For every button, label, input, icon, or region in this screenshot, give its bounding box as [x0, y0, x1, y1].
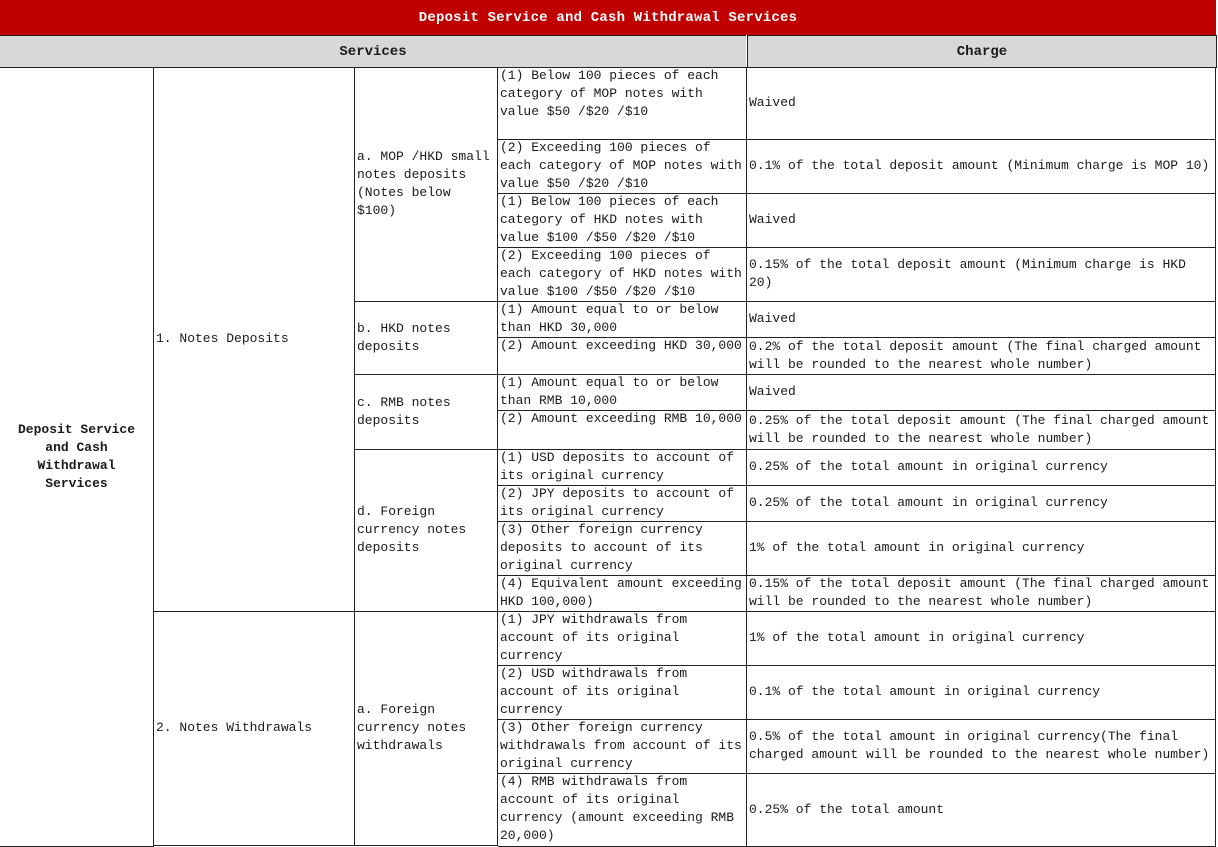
fee-item-label: (3) Other foreign currency deposits to account of its original currency — [500, 522, 703, 573]
fee-charge-cell — [747, 247, 1216, 302]
fee-item-label: (1) Amount equal to or below than RMB 10,000 — [500, 375, 719, 408]
fee-charge-cell — [747, 449, 1216, 486]
group-cell-foreign-currency-deposits — [355, 449, 498, 612]
fee-charge-cell — [747, 139, 1216, 194]
fee-charge-label: 0.5% of the total amount in original currency(The final charged amount will be rounded to the nearest whole number) — [749, 729, 1210, 762]
fee-charge-cell — [747, 485, 1216, 522]
fee-item-label: (2) USD withdrawals from account of its original currency — [500, 666, 688, 717]
fee-item-cell — [498, 665, 747, 720]
fee-item-label: (1) USD deposits to account of its original currency — [500, 450, 735, 483]
fee-charge-label: Waived — [749, 212, 796, 227]
group-label: b. HKD notes deposits — [357, 320, 451, 354]
group-label: d. Foreign currency notes deposits — [357, 504, 467, 555]
section-label: 1. Notes Deposits — [156, 331, 289, 346]
fee-item-cell — [498, 611, 747, 666]
fee-charge-cell — [747, 521, 1216, 576]
fee-charge-label: 0.1% of the total amount in original currency — [749, 684, 1101, 699]
group-cell-rmb-notes — [355, 374, 498, 450]
column-header-services-label: Services — [339, 43, 407, 60]
fee-charge-cell — [747, 410, 1216, 450]
fee-item-label: (2) JPY deposits to account of its original currency — [500, 486, 735, 519]
group-label: c. RMB notes deposits — [357, 394, 451, 428]
fee-charge-cell — [747, 337, 1216, 375]
fee-item-cell — [498, 410, 747, 450]
fee-charge-label: 0.2% of the total deposit amount (The final charged amount will be rounded to the nearest whole number) — [749, 338, 1202, 372]
fee-charge-label: 0.1% of the total deposit amount (Minimum charge is MOP 10) — [749, 158, 1210, 173]
fee-item-cell — [498, 139, 747, 194]
fee-charge-label: 1% of the total amount in original currency — [749, 630, 1085, 645]
fee-item-cell — [498, 773, 747, 847]
table-title-bar — [0, 0, 1216, 35]
fee-charge-cell — [747, 575, 1216, 612]
group-label: a. Foreign currency notes withdrawals — [357, 702, 467, 753]
fee-item-cell — [498, 67, 747, 140]
fee-item-cell — [498, 337, 747, 375]
fee-charge-label: 0.25% of the total deposit amount (The final charged amount will be rounded to the nearest whole number) — [749, 412, 1210, 446]
fee-item-label: (4) Equivalent amount exceeding HKD 100,000) — [500, 576, 742, 609]
fee-charge-cell — [747, 374, 1216, 411]
fee-charge-cell — [747, 665, 1216, 720]
fee-charge-label: 0.15% of the total deposit amount (The final charged amount will be rounded to the nearest whole number) — [749, 576, 1210, 609]
main-category-label: Deposit Service and Cash Withdrawal Services — [17, 421, 136, 491]
fee-charge-label: 0.25% of the total amount in original currency — [749, 495, 1108, 510]
fee-item-cell — [498, 575, 747, 612]
fee-item-label: (4) RMB withdrawals from account of its original currency (amount exceeding RMB 20,000) — [500, 774, 735, 843]
fee-charge-cell — [747, 773, 1216, 847]
fee-charge-cell — [747, 719, 1216, 774]
column-header-services — [0, 35, 746, 68]
fee-item-cell — [498, 521, 747, 576]
column-header-charge-label: Charge — [956, 43, 1008, 60]
fee-item-cell — [498, 719, 747, 774]
column-header-charge — [747, 35, 1217, 68]
fee-item-cell — [498, 374, 747, 411]
section-cell-notes-withdrawals — [154, 611, 355, 846]
group-cell-foreign-currency-withdrawals — [355, 611, 498, 846]
fee-item-label: (2) Exceeding 100 pieces of each category of MOP notes with value $50 /$20 /$10 — [500, 140, 742, 191]
fee-charge-cell — [747, 301, 1216, 338]
fee-item-cell — [498, 449, 747, 486]
fee-charge-cell — [747, 611, 1216, 666]
fee-charge-cell — [747, 67, 1216, 140]
fee-item-label: (2) Amount exceeding HKD 30,000 — [500, 338, 742, 353]
fee-charge-label: Waived — [749, 384, 796, 399]
fee-charge-cell — [747, 193, 1216, 248]
section-cell-notes-deposits — [154, 67, 355, 612]
group-cell-mop-hkd-small-notes — [355, 67, 498, 302]
fee-item-label: (3) Other foreign currency withdrawals from account of its original currency — [500, 720, 742, 771]
fee-item-cell — [498, 193, 747, 248]
group-cell-hkd-notes — [355, 301, 498, 375]
fee-item-label: (1) Below 100 pieces of each category of MOP notes with value $50 /$20 /$10 — [500, 68, 719, 119]
group-label: a. MOP /HKD small notes deposits (Notes below $100) — [357, 149, 490, 218]
fee-item-label: (1) Amount equal to or below than HKD 30,000 — [500, 302, 719, 335]
fee-item-cell — [498, 485, 747, 522]
fee-item-label: (2) Amount exceeding RMB 10,000 — [500, 411, 742, 426]
fee-charge-label: Waived — [749, 95, 796, 110]
fee-charge-label: 0.25% of the total amount in original currency — [749, 459, 1108, 474]
fee-item-label: (1) JPY withdrawals from account of its original currency — [500, 612, 688, 663]
main-category-cell — [0, 67, 154, 847]
fee-item-label: (2) Exceeding 100 pieces of each category of HKD notes with value $100 /$50 /$20 /$10 — [500, 248, 742, 299]
fee-item-label: (1) Below 100 pieces of each category of HKD notes with value $100 /$50 /$20 /$10 — [500, 194, 719, 245]
section-label: 2. Notes Withdrawals — [156, 720, 313, 735]
fee-charge-label: 1% of the total amount in original currency — [749, 540, 1085, 555]
fee-charge-label: 0.15% of the total deposit amount (Minimum charge is HKD 20) — [749, 257, 1186, 290]
table-title: Deposit Service and Cash Withdrawal Services — [418, 9, 798, 26]
fee-charge-label: 0.25% of the total amount — [749, 801, 945, 817]
fee-item-cell — [498, 301, 747, 338]
fee-item-cell — [498, 247, 747, 302]
fee-charge-label: Waived — [749, 311, 796, 326]
